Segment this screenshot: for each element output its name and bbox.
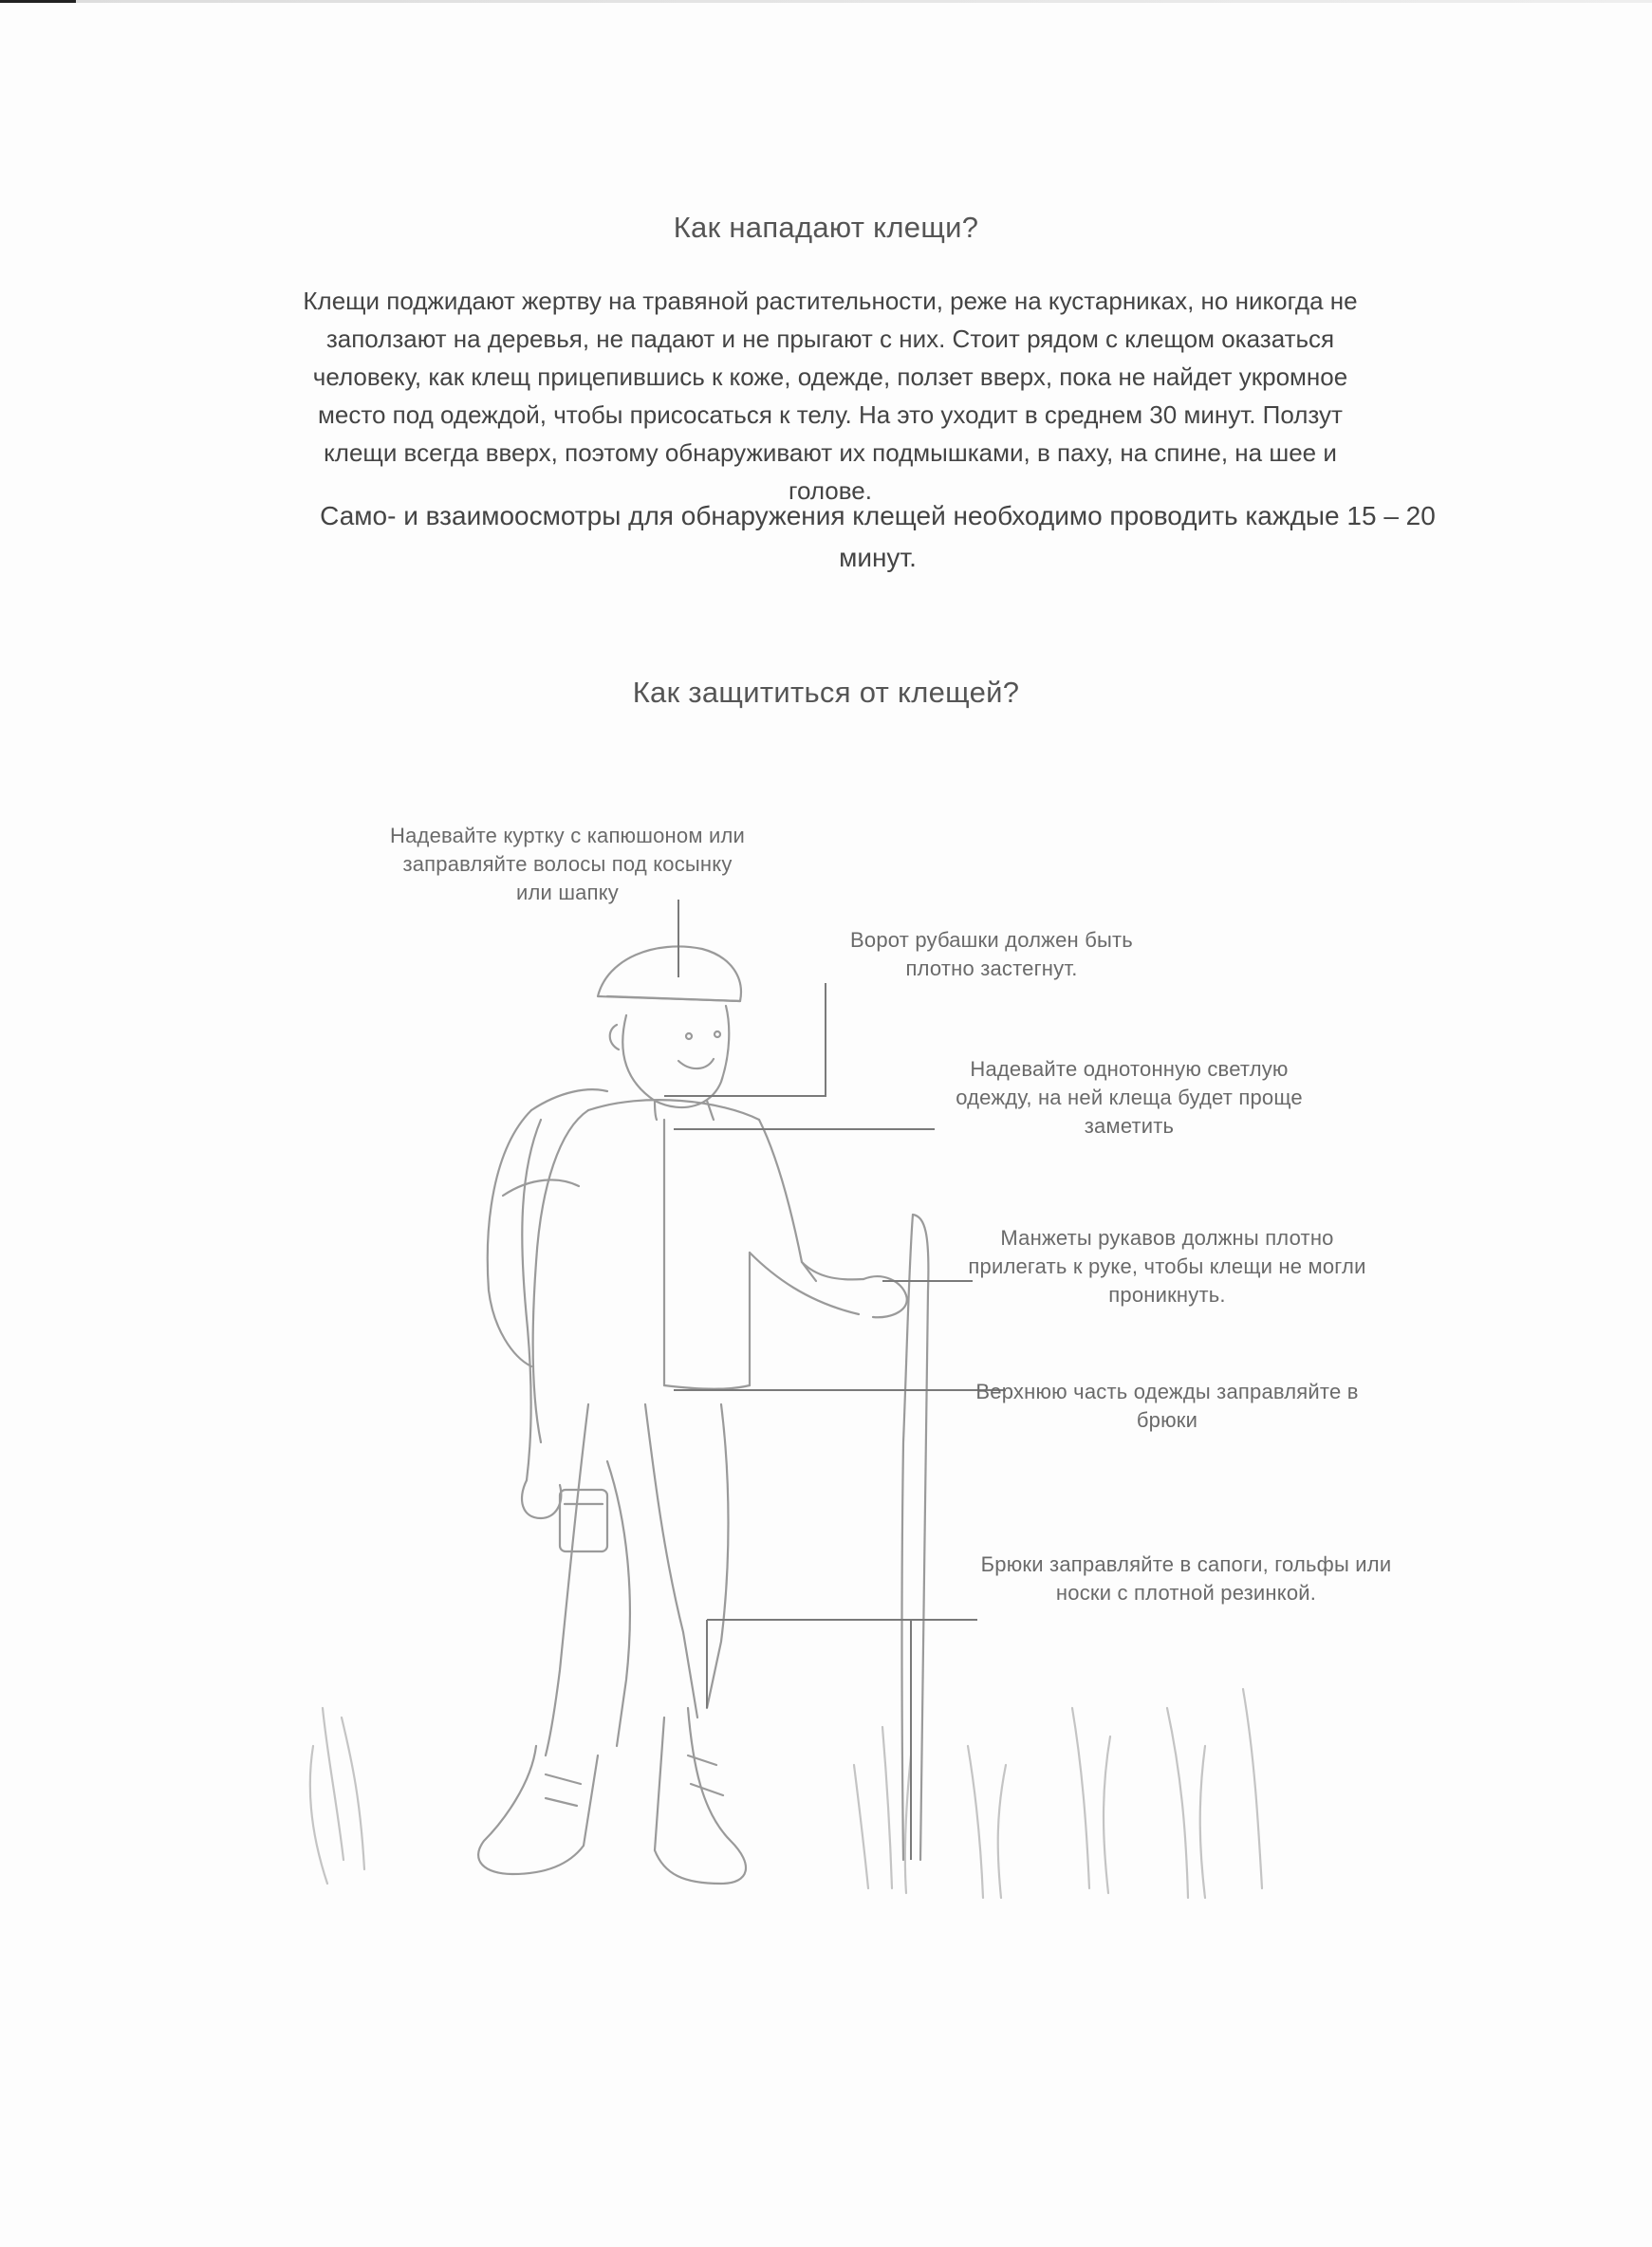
attack-description-paragraph: Клещи поджидают жертву на травяной растительности, реже на кустарниках, но никогда не заползают на деревья, не падают и не прыгают с них. Стоит рядом с клещом оказаться человеку, как клещ прицепившись к коже, одежде, ползет вверх, пока не найдет укромное место под одеждой, чтобы присосаться к телу. На это уходит в среднем 30 минут. Ползут клещи всегда вверх, поэтому обнаруживают их подмышками, в паху, на спине, на шее и голове. (303, 287, 1358, 505)
section-title-protection: Как защититься от клещей? (632, 676, 1020, 709)
inspection-advice-paragraph: Само- и взаимоосмотры для обнаружения клещей необходимо проводить каждые 15 – 20 минут. (320, 501, 1436, 572)
backpack-drawing (488, 1089, 607, 1366)
leader-lines (664, 900, 1006, 1860)
tip-cuffs: Манжеты рукавов должны плотно прилегать к руке, чтобы клещи не могли проникнуть. (968, 1226, 1366, 1307)
grass-drawing (310, 1689, 1262, 1898)
tip-light-clothes: Надевайте однотонную светлую одежду, на ней клеща будет проще заметить (956, 1057, 1303, 1138)
boots-drawing (478, 1708, 746, 1884)
tip-hood: Надевайте куртку с капюшоном или заправляйте волосы под косынку или шапку (390, 824, 745, 904)
leader-line-boots (707, 1620, 977, 1860)
belt-pouch-drawing (560, 1490, 607, 1551)
tip-tuck-top: Верхнюю часть одежды заправляйте в брюки (975, 1380, 1359, 1432)
arm-drawing (522, 1120, 907, 1518)
walking-stick-drawing (902, 1215, 929, 1860)
section-title-attack: Как нападают клещи? (673, 211, 979, 244)
legs-drawing (546, 1404, 729, 1755)
tip-collar: Ворот рубашки должен быть плотно застегнут. (850, 928, 1133, 980)
head-drawing (598, 946, 741, 1107)
tip-tuck-pants: Брюки заправляйте в сапоги, гольфы или носки с плотной резинкой. (980, 1552, 1392, 1605)
